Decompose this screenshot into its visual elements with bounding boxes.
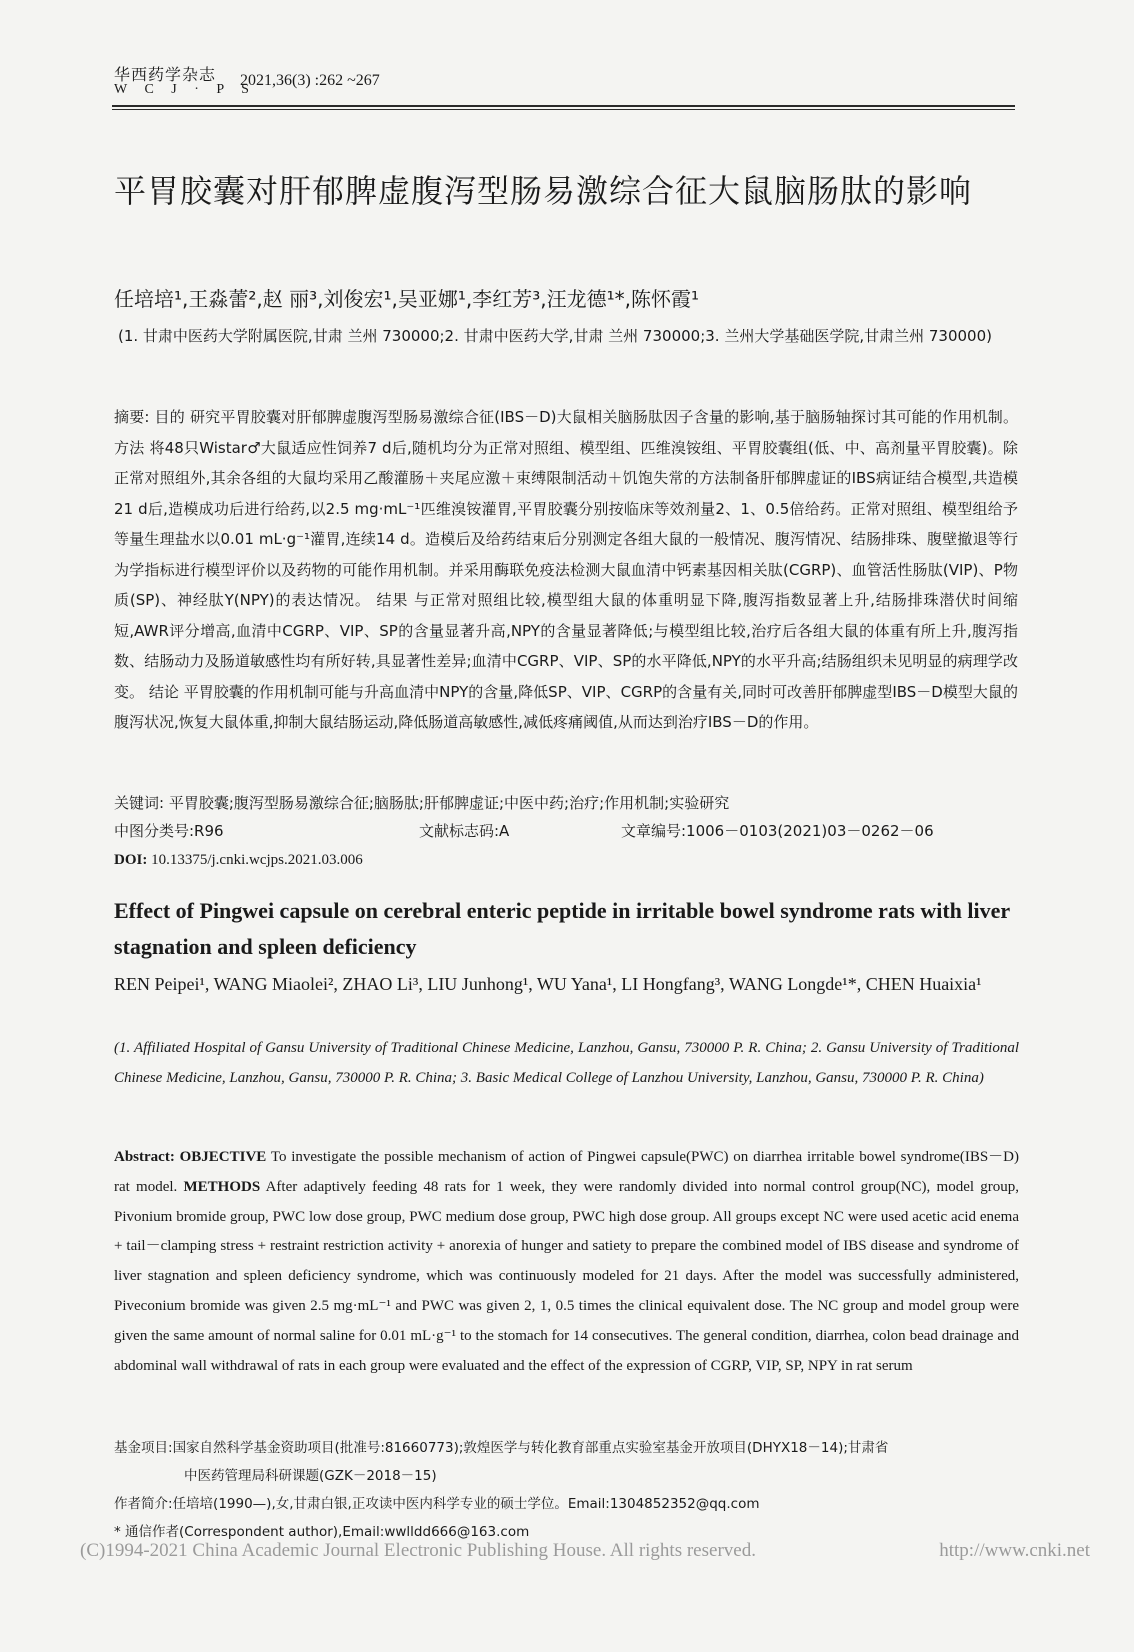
abstract-en [114, 1143, 1019, 1381]
footnotes [114, 1434, 1019, 1546]
clc-number: 中图分类号:R96 [114, 822, 224, 840]
fund-label: 基金项目: [114, 1440, 173, 1456]
methods-cn: 将48只Wistar♂大鼠适应性饲养7 d后,随机均分为正常对照组、模型组、匹维溴铵组、平胃胶囊组(低、中、高剂量平胃胶囊)。除正常对照组外,其余各组的大鼠均采用乙酸灌肠＋夹尾应激＋束缚限制活动＋饥饱失常的方法制备肝郁脾虚证的IBS病证结合模型,共造模21 d后,造模成功后进行给药,以2.5 mg·mL⁻¹匹维溴铵灌胃,平胃胶囊分别按临床等效剂量2、1、0.5倍给药。正常对照组、模型组给予等量生理盐水以0.01 mL·g⁻¹灌胃,连续14 d。造模后及给药结束后分别测定各组大鼠的一般情况、腹泻情况、结肠排珠、腹壁撤退等行为学指标进行模型评价以及药物的可能作用机制。并采用酶联免疫法检测大鼠血清中钙素基因相关肽(CGRP)、血管活性肠肽(VIP)、P物质(SP)、神经肽Y(NPY)的表达情况。 [114, 438, 1018, 609]
title-en: Effect of Pingwei capsule on cerebral enteric peptide in irritable bowel syndrome rats with liver stagnation and spleen deficiency [114, 898, 1010, 959]
results-cn: 与正常对照组比较,模型组大鼠的体重明显下降,腹泻指数显著上升,结肠排珠潜伏时间缩短,AWR评分增高,血清中CGRP、VIP、SP的含量显著升高,NPY的含量显著降低;与模型组比较,治疗后各组大鼠的体重有所上升,腹泻指数、结肠动力及肠道敏感性均有所好转,具显著性差异;血清中CGRP、VIP、SP的水平降低,NPY的水平升高;结肠组织未见明显的病理学改变。 [114, 591, 1018, 701]
doi-label: DOI: [114, 852, 148, 868]
abstract-en-label: Abstract: [114, 1149, 175, 1165]
conclusion-cn-label: 结论 [148, 682, 179, 701]
methods-en-label: METHODS [183, 1178, 261, 1195]
authors-cn: 任培培¹,王淼蕾²,赵 丽³,刘俊宏¹,吴亚娜¹,李红芳³,汪龙德¹*,陈怀霞¹ [114, 287, 699, 311]
keywords-cn: 关键词: 平胃胶囊;腹泻型肠易激综合征;脑肠肽;肝郁脾虚证;中医中药;治疗;作用机制;实验研究 [114, 794, 730, 812]
authors-en: REN Peipei¹, WANG Miaolei², ZHAO Li³, LIU Junhong¹, WU Yana¹, LI Hongfang³, WANG Longde¹*, CHEN Huaixia¹ [114, 974, 982, 994]
title-cn: 平胃胶囊对肝郁脾虚腹泻型肠易激综合征大鼠脑肠肽的影响 [114, 172, 973, 210]
copyright-watermark [80, 1540, 1090, 1562]
affiliations-cn: (1. 甘肃中医药大学附属医院,甘肃 兰州 730000;2. 甘肃中医药大学,甘肃 兰州 730000;3. 兰州大学基础医学院,甘肃兰州 730000) [118, 327, 992, 345]
abstract-cn [114, 402, 1018, 738]
fund-text-2: 中医药管理局科研课题(GZK－2018－15) [184, 1468, 437, 1484]
affiliations-en: (1. Affiliated Hospital of Gansu University of Traditional Chinese Medicine, Lanzhou, Gansu, 730000 P. R. China; 2. Gansu University of Traditional Chinese Medicine, Lanzhou, Gansu, 730000 P. R. China; 3. Basic Medical College of Lanzhou University, Lanzhou, Gansu, 730000 P. R. China) [114, 1040, 1019, 1086]
document-code: 文献标志码:A [419, 822, 510, 840]
doi [114, 846, 1018, 874]
classification-row [114, 817, 1018, 845]
author-bio-text: 任培培(1990—),女,甘肃白银,正攻读中医内科学专业的硕士学位。Email:1304852352@qq.com [172, 1496, 760, 1512]
author-bio [114, 1490, 1019, 1518]
objective-en-label: OBJECTIVE [179, 1149, 267, 1165]
journal-name-cn: 华西药学杂志 [114, 65, 217, 84]
methods-cn-label: 方法 [114, 438, 145, 457]
methods-en: After adaptively feeding 48 rats for 1 week, they were randomly divided into normal control group(NC), model group, Pivonium bromide group, PWC low dose group, PWC medium dose group, PWC high dose group. All groups except NC were used acetic acid enema + tail－clamping stress + restraint restriction activity + anorexia of hunger and satiety to prepare the combined model of IBS disease and syndrome of liver stagnation and spleen deficiency syndrome, which was continuously modeled for 21 days. After the model was successfully administered, Piveconium bromide was given 2.5 mg·mL⁻¹ and PWC was given 2, 1, 0.5 times the clinical equivalent dose. The NC group and model group were given the same amount of normal saline for 0.01 mL·g⁻¹ to the stomach for 14 consecutives. The general condition, diarrhea, colon bead drainage and abdominal wall withdrawal of rats in each group were evaluated and the effect of the expression of CGRP, VIP, SP, NPY in rat serum [114, 1178, 1019, 1374]
cnki-url: http://www.cnki.net [939, 1540, 1090, 1561]
objective-cn-label: 目的 [154, 408, 185, 426]
article-number: 文章编号:1006－0103(2021)03－0262－06 [621, 822, 934, 840]
conclusion-cn: 平胃胶囊的作用机制可能与升高血清中NPY的含量,降低SP、VIP、CGRP的含量有关,同时可改善肝郁脾虚型IBS－D模型大鼠的腹泻状况,恢复大鼠体重,抑制大鼠结肠运动,降低肠道高敏感性,减低疼痛阈值,从而达到治疗IBS－D的作用。 [114, 682, 1018, 731]
results-cn-label: 结果 [376, 591, 409, 609]
abstract-cn-label: 摘要: [114, 408, 150, 426]
objective-cn: 研究平胃胶囊对肝郁脾虚腹泻型肠易激综合征(IBS－D)大鼠相关脑肠肽因子含量的影响,基于脑肠轴探讨其可能的作用机制。 [189, 408, 1018, 426]
corresponding-author: * 通信作者(Correspondent author),Email:wwlldd666@163.com [114, 1524, 530, 1540]
author-bio-label: 作者简介: [114, 1496, 173, 1512]
fund-line [114, 1434, 1019, 1462]
doi-value: 10.13375/j.cnki.wcjps.2021.03.006 [151, 852, 363, 868]
copyright-text: (C)1994-2021 China Academic Journal Electronic Publishing House. All rights reserved. [80, 1540, 756, 1561]
journal-issue: 2021,36(3) :262 ~267 [240, 72, 380, 89]
header-rule-thin [112, 109, 1015, 110]
journal-name-en: W C J · P S [114, 82, 256, 97]
header-rule [112, 105, 1015, 107]
fund-text-1: 国家自然科学基金资助项目(批准号:81660773);敦煌医学与转化教育部重点实验室基金开放项目(DHYX18－14);甘肃省 [172, 1440, 889, 1456]
objective-en: To investigate the possible mechanism of action of Pingwei capsule(PWC) on diarrhea irritable bowel syndrome(IBS－D) rat model. [114, 1149, 1019, 1195]
